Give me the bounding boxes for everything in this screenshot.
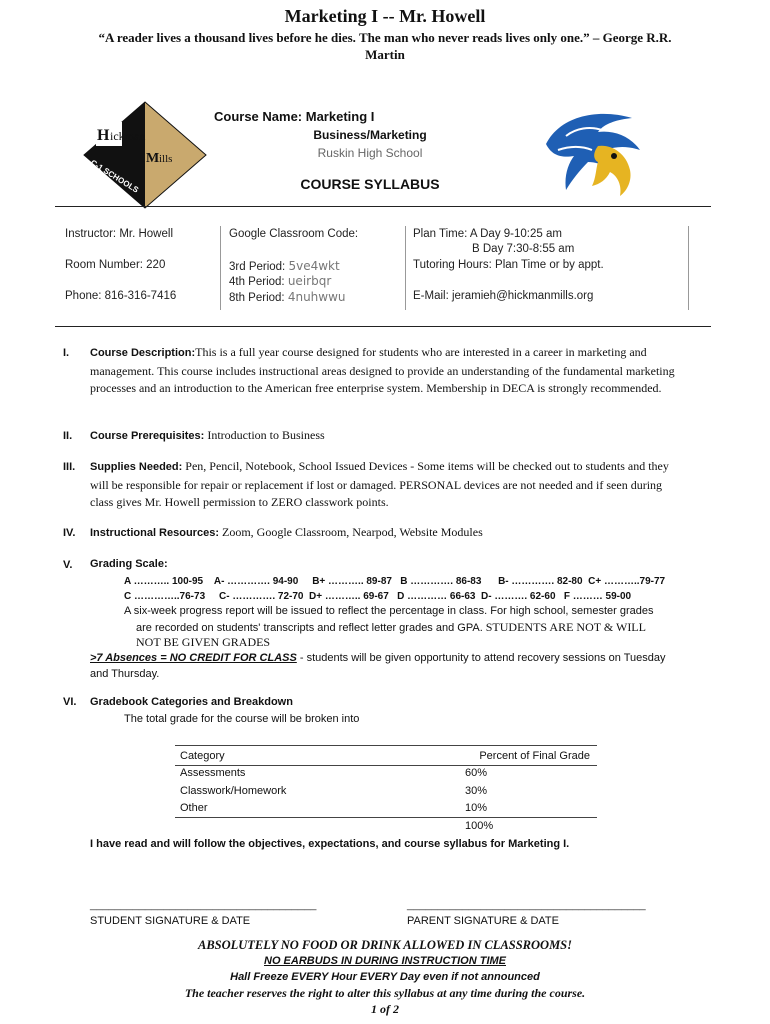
classroom-code-label: Google Classroom Code: xyxy=(229,228,359,240)
table-cell: Other xyxy=(180,802,208,815)
svg-text:M: M xyxy=(146,151,160,166)
class-code: ueirbqr xyxy=(287,274,332,288)
period-label: 3rd Period: xyxy=(229,261,286,273)
table-header-cell: Category xyxy=(180,749,225,762)
class-code: 4nuhwwu xyxy=(287,290,346,304)
email: E-Mail: jeramieh@hickmanmills.org xyxy=(413,290,594,302)
section-text: Introduction to Business xyxy=(204,428,325,442)
period-label: 4th Period: xyxy=(229,276,285,288)
absence-policy: and Thursday. xyxy=(90,668,160,680)
table-total-row xyxy=(180,817,590,835)
section-label: Supplies Needed: xyxy=(90,461,183,473)
instructor: Instructor: Mr. Howell xyxy=(65,228,173,240)
svg-text:ills: ills xyxy=(159,153,173,165)
table-header-row xyxy=(180,747,590,765)
section-number: VI. xyxy=(63,696,77,708)
table-header-cell: Percent of Final Grade xyxy=(479,749,590,762)
agreement-statement: I have read and will follow the objectives, expectations, and course syllabus for Marketing I. xyxy=(90,838,570,850)
section-label: Instructional Resources: xyxy=(90,527,219,539)
table-rule xyxy=(175,745,597,746)
course-name: Course Name: Marketing I xyxy=(214,109,375,124)
period-4-code xyxy=(229,274,331,288)
total-value: 100% xyxy=(465,819,494,832)
class-code: 5ve4wkt xyxy=(288,259,340,273)
page-number: 1 of 2 xyxy=(371,1002,399,1016)
absence-policy xyxy=(90,652,666,664)
divider xyxy=(688,226,689,310)
absence-policy-text: - students will be given opportunity to attend recovery sessions on Tuesday xyxy=(296,652,666,664)
progress-note: NOT BE GIVEN GRADES xyxy=(136,635,271,649)
quote: “A reader lives a thousand lives before he dies. The man who never reads lives only one.” – George R.R. Martin xyxy=(98,30,672,62)
section-text: Pen, Pencil, Notebook, School Issued Devices - Some items will be checked out to students and they will be responsible for repair or replacement if lost or damaged. PERSONAL devices are not needed and if seen during class gives Mr. Howell permission to ZERO classwork points. xyxy=(90,459,669,509)
eagle-mascot-icon xyxy=(540,106,648,198)
section-number: III. xyxy=(63,461,76,473)
syllabus-change-notice: The teacher reserves the right to alter this syllabus at any time during the course. xyxy=(184,986,586,1000)
percent-value: 60% xyxy=(465,767,488,780)
svg-text:ickman: ickman xyxy=(110,129,146,143)
progress-note-emphasis: STUDENTS ARE NOT & WILL xyxy=(482,620,646,634)
student-signature-label: STUDENT SIGNATURE & DATE xyxy=(90,915,251,927)
section-number: V. xyxy=(63,559,73,571)
section-resources xyxy=(90,524,680,543)
table-row xyxy=(180,765,590,783)
room-number: Room Number: 220 xyxy=(65,259,166,271)
table-cell xyxy=(465,765,590,783)
svg-text:C-1 SCHOOLS: C-1 SCHOOLS xyxy=(88,158,141,195)
table-cell xyxy=(180,817,470,835)
section-text: This is a full year course designed for students who are interested in a career in marketing and management. This course includes instructional areas designed to provide an understanding of the fundamental marketing processes and an introduction to the American free enterprise system. Membership in DECA is strongly recommended. xyxy=(90,345,675,395)
section-label: Course Prerequisites: xyxy=(90,430,205,442)
section-label: Gradebook Categories and Breakdown xyxy=(90,696,293,708)
table-rule xyxy=(175,817,597,818)
table-cell: Assessments xyxy=(180,767,246,780)
phone: Phone: 816-316-7416 xyxy=(65,290,177,302)
period-label: 8th Period: xyxy=(229,292,285,304)
grade-scale-line: A ……….. 100-95 A- …………. 94-90 B+ ……….. 89-87 B …………. 86-83 B- …………. 82-80 C+ ………..79-77 xyxy=(124,576,666,587)
section-label: Grading Scale: xyxy=(90,558,168,570)
plan-time-a: Plan Time: A Day 9-10:25 am xyxy=(413,228,562,240)
course-school: Ruskin High School xyxy=(317,146,423,160)
plan-time-b: B Day 7:30-8:55 am xyxy=(472,243,575,255)
section-label: Course Description: xyxy=(90,347,196,359)
table-row xyxy=(180,782,590,800)
table-cell: Classwork/Homework xyxy=(180,784,287,797)
student-signature-line[interactable]: _____________________________________ xyxy=(90,899,317,911)
parent-signature-line[interactable]: _______________________________________ xyxy=(407,899,646,911)
svg-text:H: H xyxy=(97,127,110,144)
hickman-mills-logo xyxy=(80,100,210,210)
no-earbuds-notice: NO EARBUDS IN DURING INSTRUCTION TIME xyxy=(264,955,506,967)
divider xyxy=(220,226,221,310)
divider xyxy=(55,206,711,207)
table-cell xyxy=(465,817,590,835)
section-prerequisites xyxy=(90,427,680,446)
progress-note: A six-week progress report will be issued to reflect the percentage in class. For high school, semester grades xyxy=(124,605,654,617)
course-department: Business/Marketing xyxy=(313,128,427,142)
gradebook-intro: The total grade for the course will be broken into xyxy=(124,713,360,725)
tutoring-hours: Tutoring Hours: Plan Time or by appt. xyxy=(413,259,604,271)
syllabus-heading: COURSE SYLLABUS xyxy=(300,176,440,192)
table-rule xyxy=(175,765,597,766)
section-number: I. xyxy=(63,347,70,359)
period-8-code xyxy=(229,290,346,304)
period-3-code xyxy=(229,259,340,273)
table-cell xyxy=(465,782,590,800)
percent-value: 30% xyxy=(465,784,488,797)
progress-note xyxy=(136,620,646,635)
divider xyxy=(405,226,406,310)
absence-policy-bold: >7 Absences = NO CREDIT FOR CLASS xyxy=(90,652,297,664)
progress-note-text: are recorded on students' transcripts and reflect letter grades and GPA. xyxy=(136,622,483,634)
table-row xyxy=(180,800,590,818)
no-food-notice: ABSOLUTELY NO FOOD OR DRINK ALLOWED IN CLASSROOMS! xyxy=(197,938,573,952)
grade-scale-line: C …………..76-73 C- …………. 72-70 D+ ……….. 69-67 D ………… 66-63 D- ………. 62-60 F ……… 59-00 xyxy=(124,591,632,602)
section-course-description xyxy=(90,344,680,398)
gradebook-table xyxy=(180,747,590,835)
section-text: Zoom, Google Classroom, Nearpod, Website Modules xyxy=(218,525,483,539)
parent-signature-label: PARENT SIGNATURE & DATE xyxy=(407,915,559,927)
hall-freeze-notice: Hall Freeze EVERY Hour EVERY Day even if not announced xyxy=(230,971,540,983)
divider xyxy=(55,326,711,327)
table-cell xyxy=(465,800,590,818)
percent-value: 10% xyxy=(465,802,488,815)
section-number: IV. xyxy=(63,527,76,539)
section-supplies xyxy=(90,458,685,512)
section-number: II. xyxy=(63,430,73,442)
page-title: Marketing I -- Mr. Howell xyxy=(284,6,486,26)
